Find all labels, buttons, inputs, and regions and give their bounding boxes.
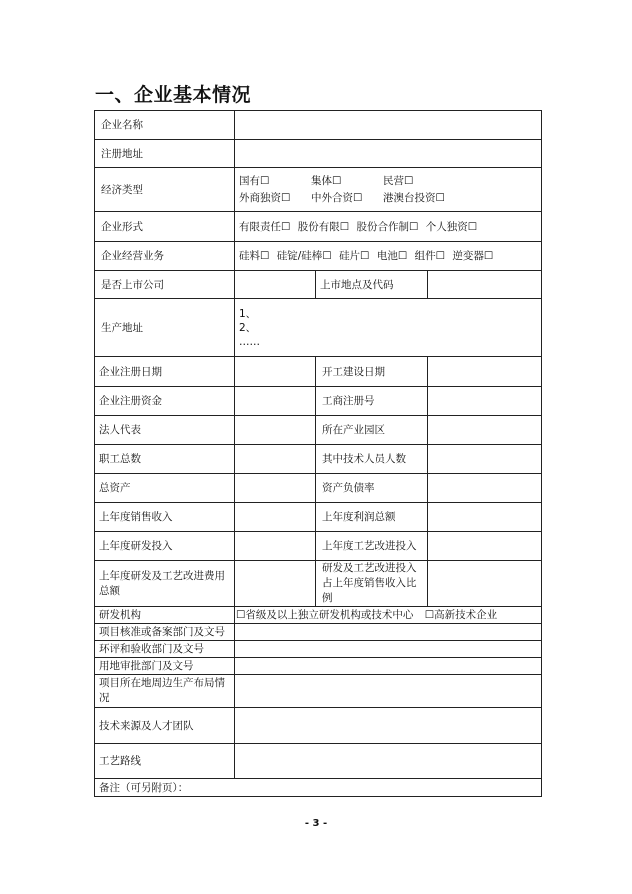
company-name-label: 企业名称	[95, 111, 235, 140]
pair-right-field[interactable]	[428, 387, 542, 416]
layout-label: 项目所在地周边生产布局情况	[95, 675, 235, 708]
pair-right-label: 所在产业园区	[316, 416, 428, 445]
row-pair-6	[95, 532, 542, 561]
pair-right-label: 开工建设日期	[316, 357, 428, 387]
form-option-joint-stock[interactable]: 股份有限☐	[297, 220, 350, 233]
econ-option-state[interactable]: 国有☐	[239, 175, 270, 187]
econ-option-jv[interactable]: 中外合资☐	[311, 192, 363, 204]
row-reg-address	[95, 140, 542, 168]
remarks-field[interactable]: 备注（可另附页）：	[95, 779, 542, 797]
business-option-wafer[interactable]: 硅片☐	[339, 250, 370, 262]
business-option-module[interactable]: 组件☐	[414, 250, 446, 262]
row-remarks	[95, 779, 542, 797]
business-option-inverter[interactable]: 逆变器☐	[452, 250, 494, 262]
row-layout	[95, 675, 542, 708]
econ-option-collective[interactable]: 集体☐	[311, 175, 342, 187]
row-project-approval	[95, 624, 542, 641]
company-name-field[interactable]	[235, 111, 542, 140]
listed-field[interactable]	[235, 271, 316, 299]
pair-right-label: 其中技术人员人数	[316, 445, 428, 474]
company-info-form	[94, 110, 542, 797]
rd-institution-label: 研发机构	[95, 607, 235, 624]
business-options	[235, 242, 542, 271]
production-address-line-more: ……	[239, 335, 260, 348]
row-production-address	[95, 299, 542, 357]
production-address-line-2: 2、	[239, 321, 257, 334]
row-company-form	[95, 212, 542, 242]
project-approval-label: 项目核准或备案部门及文号	[95, 624, 235, 641]
production-address-line-1: 1、	[239, 307, 257, 320]
section-heading: 一、企业基本情况	[95, 84, 252, 106]
land-field[interactable]	[235, 658, 542, 675]
pair-right-field[interactable]	[428, 445, 542, 474]
row-pair-7	[95, 561, 542, 607]
tech-source-label: 技术来源及人才团队	[95, 708, 235, 744]
pair-left-field[interactable]	[235, 387, 316, 416]
layout-field[interactable]	[235, 675, 542, 708]
pair-left-label: 企业注册日期	[95, 357, 235, 387]
pair-right-label: 工商注册号	[316, 387, 428, 416]
rd-option-provincial[interactable]: ☐省级及以上独立研发机构或技术中心	[236, 609, 414, 621]
econ-option-hkmt[interactable]: 港澳台投资☐	[383, 192, 445, 204]
business-option-cell[interactable]: 电池☐	[376, 250, 408, 262]
pair-right-field[interactable]	[428, 503, 542, 532]
row-land	[95, 658, 542, 675]
rd-institution-options	[235, 607, 542, 624]
pair-left-field[interactable]	[235, 532, 316, 561]
pair-left-label: 上年度销售收入	[95, 503, 235, 532]
listed-label: 是否上市公司	[95, 271, 235, 299]
production-address-label: 生产地址	[95, 299, 235, 357]
row-tech-source	[95, 708, 542, 744]
row-listed	[95, 271, 542, 299]
pair-left-field[interactable]	[235, 357, 316, 387]
eia-field[interactable]	[235, 641, 542, 658]
econ-type-label: 经济类型	[95, 168, 235, 212]
pair-right-field[interactable]	[428, 416, 542, 445]
rd-option-high-tech[interactable]: ☐高新技术企业	[424, 609, 498, 621]
pair-right-field[interactable]	[428, 474, 542, 503]
land-label: 用地审批部门及文号	[95, 658, 235, 675]
row-pair-5	[95, 503, 542, 532]
page-number: - 3 -	[304, 818, 328, 829]
pair-left-label: 上年度研发投入	[95, 532, 235, 561]
business-option-ingot[interactable]: 硅锭/硅棒☐	[276, 250, 332, 262]
row-eia	[95, 641, 542, 658]
process-route-field[interactable]	[235, 744, 542, 779]
pair-right-field[interactable]	[428, 532, 542, 561]
pair-left-label: 企业注册资金	[95, 387, 235, 416]
row-pair-0	[95, 357, 542, 387]
pair-right-label: 研发及工艺改进投入占上年度销售收入比例	[316, 561, 428, 607]
row-pair-4	[95, 474, 542, 503]
pair-left-label: 上年度研发及工艺改进费用总额	[95, 561, 235, 607]
row-pair-2	[95, 416, 542, 445]
pair-left-field[interactable]	[235, 561, 316, 607]
listing-code-field[interactable]	[428, 271, 542, 299]
company-form-label: 企业形式	[95, 212, 235, 242]
project-approval-field[interactable]	[235, 624, 542, 641]
production-address-field[interactable]	[235, 299, 542, 357]
econ-type-options	[235, 168, 542, 212]
row-business	[95, 242, 542, 271]
pair-left-field[interactable]	[235, 474, 316, 503]
form-option-llc[interactable]: 有限责任☐	[239, 220, 291, 233]
eia-label: 环评和验收部门及文号	[95, 641, 235, 658]
pair-left-label: 法人代表	[95, 416, 235, 445]
row-pair-3	[95, 445, 542, 474]
pair-right-field[interactable]	[428, 357, 542, 387]
econ-option-foreign[interactable]: 外商独资☐	[239, 192, 291, 204]
listing-code-label: 上市地点及代码	[316, 271, 428, 299]
pair-left-label: 总资产	[95, 474, 235, 503]
row-pair-1	[95, 387, 542, 416]
reg-address-field[interactable]	[235, 140, 542, 168]
company-form-options	[235, 212, 542, 242]
form-option-sole[interactable]: 个人独资☐	[425, 220, 478, 233]
reg-address-label: 注册地址	[95, 140, 235, 168]
form-option-coop[interactable]: 股份合作制☐	[356, 220, 419, 233]
pair-right-label: 上年度利润总额	[316, 503, 428, 532]
econ-option-private[interactable]: 民营☐	[383, 175, 414, 187]
pair-left-label: 职工总数	[95, 445, 235, 474]
row-econ-type	[95, 168, 542, 212]
business-option-silicon-material[interactable]: 硅料☐	[239, 250, 270, 262]
process-route-label: 工艺路线	[95, 744, 235, 779]
tech-source-field[interactable]	[235, 708, 542, 744]
row-company-name	[95, 111, 542, 140]
pair-right-field[interactable]	[428, 561, 542, 607]
pair-right-label: 上年度工艺改进投入	[316, 532, 428, 561]
pair-left-field[interactable]	[235, 503, 316, 532]
pair-left-field[interactable]	[235, 416, 316, 445]
pair-right-label: 资产负债率	[316, 474, 428, 503]
row-process-route	[95, 744, 542, 779]
row-rd-institution	[95, 607, 542, 624]
pair-left-field[interactable]	[235, 445, 316, 474]
business-label: 企业经营业务	[95, 242, 235, 271]
